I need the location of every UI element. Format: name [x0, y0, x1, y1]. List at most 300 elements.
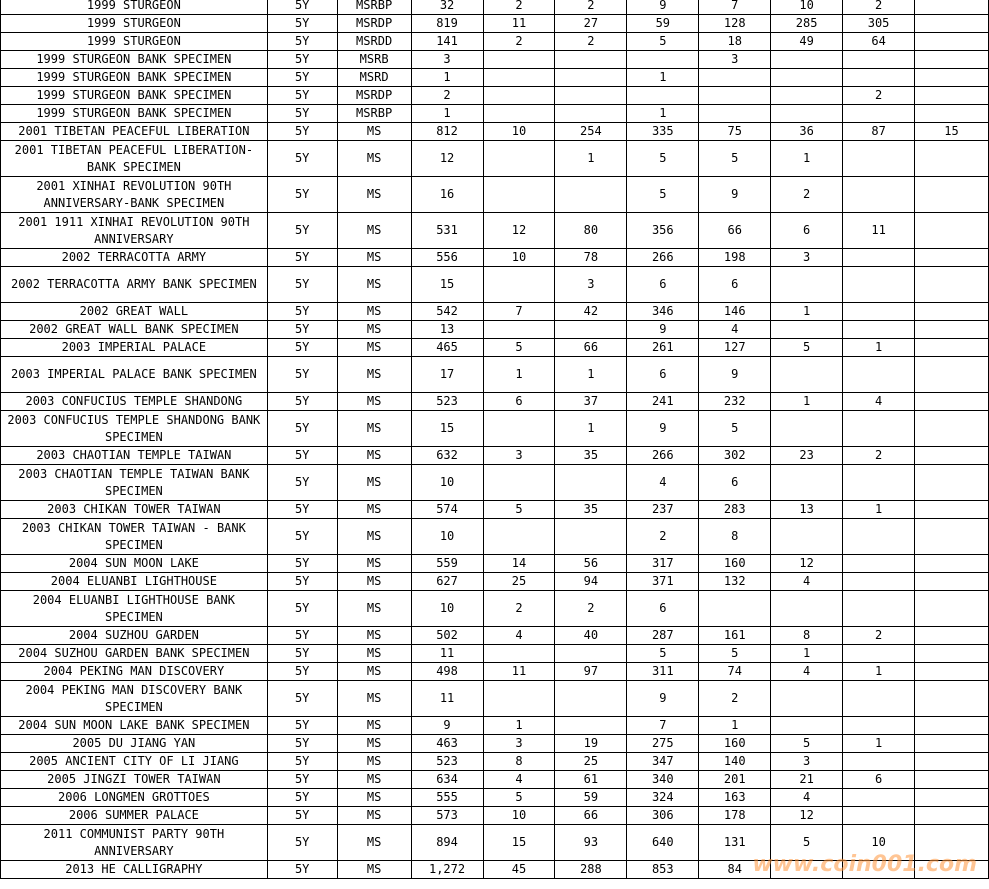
count-cell: 2: [843, 447, 915, 465]
table-row: [1, 717, 989, 735]
count-cell: 9: [699, 177, 771, 213]
count-cell: 201: [699, 771, 771, 789]
coin-name-cell: 2003 IMPERIAL PALACE BANK SPECIMEN: [1, 357, 268, 393]
coin-name-cell: 2003 IMPERIAL PALACE: [1, 339, 268, 357]
denomination-cell: 5Y: [267, 123, 337, 141]
count-cell: 302: [699, 447, 771, 465]
count-cell: 335: [627, 123, 699, 141]
count-cell: 853: [627, 861, 699, 879]
site-watermark: www.coin001.com: [752, 852, 977, 877]
count-cell: 27: [555, 15, 627, 33]
table-row: [1, 0, 989, 15]
denomination-cell: 5Y: [267, 645, 337, 663]
count-cell: 346: [627, 303, 699, 321]
coin-name-cell: 2005 ANCIENT CITY OF LI JIANG: [1, 753, 268, 771]
count-cell: 163: [699, 789, 771, 807]
count-cell: [915, 177, 989, 213]
count-cell: [771, 267, 843, 303]
grade-cell: MS: [337, 573, 411, 591]
count-cell: [915, 87, 989, 105]
count-cell: 160: [699, 735, 771, 753]
count-cell: [555, 717, 627, 735]
denomination-cell: 5Y: [267, 771, 337, 789]
denomination-cell: 5Y: [267, 411, 337, 447]
count-cell: 1: [411, 105, 483, 123]
denomination-cell: 5Y: [267, 591, 337, 627]
count-cell: 32: [411, 0, 483, 15]
coin-name-cell: 2002 TERRACOTTA ARMY BANK SPECIMEN: [1, 267, 268, 303]
grade-cell: MS: [337, 663, 411, 681]
coin-name-cell: 2001 XINHAI REVOLUTION 90TH ANNIVERSARY-BANK SPECIMEN: [1, 177, 268, 213]
count-cell: 160: [699, 555, 771, 573]
count-cell: [483, 177, 555, 213]
count-cell: 74: [699, 663, 771, 681]
count-cell: 6: [843, 771, 915, 789]
count-cell: 261: [627, 339, 699, 357]
grade-cell: MS: [337, 213, 411, 249]
count-cell: [843, 249, 915, 267]
coin-name-cell: 2004 ELUANBI LIGHTHOUSE BANK SPECIMEN: [1, 591, 268, 627]
table-row: [1, 789, 989, 807]
count-cell: 1: [843, 339, 915, 357]
coin-name-cell: 2002 GREAT WALL BANK SPECIMEN: [1, 321, 268, 339]
denomination-cell: 5Y: [267, 807, 337, 825]
count-cell: 5: [627, 141, 699, 177]
count-cell: 17: [411, 357, 483, 393]
count-cell: 132: [699, 573, 771, 591]
count-cell: [771, 411, 843, 447]
coin-name-cell: 2003 CHIKAN TOWER TAIWAN: [1, 501, 268, 519]
count-cell: 3: [483, 735, 555, 753]
count-cell: [915, 321, 989, 339]
table-row: [1, 303, 989, 321]
grade-cell: MS: [337, 807, 411, 825]
coin-name-cell: 2013 HE CALLIGRAPHY: [1, 861, 268, 879]
count-cell: 9: [699, 357, 771, 393]
count-cell: 266: [627, 249, 699, 267]
count-cell: 11: [843, 213, 915, 249]
denomination-cell: 5Y: [267, 69, 337, 87]
grade-cell: MS: [337, 249, 411, 267]
coin-name-cell: 2003 CONFUCIUS TEMPLE SHANDONG: [1, 393, 268, 411]
count-cell: 241: [627, 393, 699, 411]
count-cell: 2: [771, 177, 843, 213]
count-cell: [915, 411, 989, 447]
grade-cell: MS: [337, 861, 411, 879]
count-cell: 324: [627, 789, 699, 807]
count-cell: [915, 735, 989, 753]
coin-name-cell: 1999 STURGEON BANK SPECIMEN: [1, 105, 268, 123]
count-cell: 10: [483, 249, 555, 267]
denomination-cell: 5Y: [267, 501, 337, 519]
grade-cell: MSRDP: [337, 15, 411, 33]
coin-name-cell: 2002 TERRACOTTA ARMY: [1, 249, 268, 267]
coin-name-cell: 2001 TIBETAN PEACEFUL LIBERATION-BANK SPECIMEN: [1, 141, 268, 177]
count-cell: 4: [771, 789, 843, 807]
count-cell: 4: [627, 465, 699, 501]
count-cell: 275: [627, 735, 699, 753]
table-row: [1, 627, 989, 645]
grade-cell: MS: [337, 519, 411, 555]
denomination-cell: 5Y: [267, 753, 337, 771]
grade-cell: MSRDP: [337, 87, 411, 105]
count-cell: 3: [771, 249, 843, 267]
count-cell: [771, 87, 843, 105]
grade-cell: MS: [337, 681, 411, 717]
count-cell: [555, 321, 627, 339]
count-cell: [915, 105, 989, 123]
denomination-cell: 5Y: [267, 321, 337, 339]
count-cell: [483, 321, 555, 339]
denomination-cell: 5Y: [267, 51, 337, 69]
grade-cell: MSRD: [337, 69, 411, 87]
coin-name-cell: 2006 LONGMEN GROTTOES: [1, 789, 268, 807]
count-cell: 4: [483, 771, 555, 789]
denomination-cell: 5Y: [267, 447, 337, 465]
grade-cell: MS: [337, 501, 411, 519]
count-cell: 14: [483, 555, 555, 573]
count-cell: 371: [627, 573, 699, 591]
count-cell: [771, 861, 843, 879]
denomination-cell: 5Y: [267, 861, 337, 879]
table-row: [1, 123, 989, 141]
count-cell: [915, 33, 989, 51]
count-cell: 9: [627, 681, 699, 717]
count-cell: 288: [555, 861, 627, 879]
count-cell: 84: [699, 861, 771, 879]
coin-name-cell: 2004 PEKING MAN DISCOVERY BANK SPECIMEN: [1, 681, 268, 717]
count-cell: 6: [699, 465, 771, 501]
count-cell: 13: [411, 321, 483, 339]
grade-cell: MS: [337, 465, 411, 501]
count-cell: 80: [555, 213, 627, 249]
count-cell: 317: [627, 555, 699, 573]
count-cell: [915, 663, 989, 681]
count-cell: 18: [699, 33, 771, 51]
count-cell: [771, 681, 843, 717]
count-cell: 19: [555, 735, 627, 753]
count-cell: 1: [843, 663, 915, 681]
count-cell: 42: [555, 303, 627, 321]
count-cell: 1: [627, 69, 699, 87]
count-cell: 161: [699, 627, 771, 645]
count-cell: 61: [555, 771, 627, 789]
count-cell: 1: [555, 357, 627, 393]
count-cell: 237: [627, 501, 699, 519]
coin-name-cell: 2004 SUZHOU GARDEN: [1, 627, 268, 645]
count-cell: 463: [411, 735, 483, 753]
count-cell: 1,272: [411, 861, 483, 879]
count-cell: 15: [915, 123, 989, 141]
count-cell: [699, 591, 771, 627]
count-cell: 3: [411, 51, 483, 69]
count-cell: 7: [699, 0, 771, 15]
count-cell: 2: [843, 0, 915, 15]
table-row: [1, 141, 989, 177]
count-cell: [843, 267, 915, 303]
count-cell: 5: [771, 339, 843, 357]
grade-cell: MSRBP: [337, 105, 411, 123]
count-cell: 5: [627, 645, 699, 663]
table-row: [1, 501, 989, 519]
coin-name-cell: 2005 JINGZI TOWER TAIWAN: [1, 771, 268, 789]
count-cell: [915, 357, 989, 393]
table-row: [1, 321, 989, 339]
count-cell: 25: [483, 573, 555, 591]
count-cell: [843, 591, 915, 627]
denomination-cell: 5Y: [267, 681, 337, 717]
coin-name-cell: 2003 CHAOTIAN TEMPLE TAIWAN: [1, 447, 268, 465]
table-row: [1, 753, 989, 771]
table-row: [1, 267, 989, 303]
count-cell: 542: [411, 303, 483, 321]
count-cell: [483, 681, 555, 717]
count-cell: 128: [699, 15, 771, 33]
count-cell: 555: [411, 789, 483, 807]
count-cell: [915, 0, 989, 15]
grade-cell: MS: [337, 339, 411, 357]
count-cell: [915, 771, 989, 789]
count-cell: [771, 105, 843, 123]
count-cell: 6: [627, 591, 699, 627]
count-cell: 45: [483, 861, 555, 879]
count-cell: 5: [627, 33, 699, 51]
count-cell: [843, 573, 915, 591]
count-cell: [771, 321, 843, 339]
count-cell: [915, 645, 989, 663]
coin-name-cell: 2003 CHAOTIAN TEMPLE TAIWAN BANK SPECIMEN: [1, 465, 268, 501]
count-cell: 559: [411, 555, 483, 573]
coin-name-cell: 2004 SUN MOON LAKE BANK SPECIMEN: [1, 717, 268, 735]
count-cell: [843, 681, 915, 717]
count-cell: [915, 627, 989, 645]
count-cell: 2: [555, 33, 627, 51]
grade-cell: MS: [337, 591, 411, 627]
count-cell: [843, 717, 915, 735]
count-cell: 2: [483, 33, 555, 51]
denomination-cell: 5Y: [267, 627, 337, 645]
count-cell: 23: [771, 447, 843, 465]
grade-cell: MS: [337, 177, 411, 213]
denomination-cell: 5Y: [267, 15, 337, 33]
denomination-cell: 5Y: [267, 825, 337, 861]
count-cell: 306: [627, 807, 699, 825]
count-cell: [483, 645, 555, 663]
count-cell: [483, 411, 555, 447]
count-cell: 78: [555, 249, 627, 267]
count-cell: 627: [411, 573, 483, 591]
count-cell: 10: [483, 123, 555, 141]
count-cell: [555, 645, 627, 663]
count-cell: 146: [699, 303, 771, 321]
count-cell: 97: [555, 663, 627, 681]
table-row: [1, 411, 989, 447]
count-cell: [915, 681, 989, 717]
count-cell: [915, 69, 989, 87]
count-cell: [843, 645, 915, 663]
count-cell: 25: [555, 753, 627, 771]
count-cell: 2: [843, 627, 915, 645]
count-cell: [483, 87, 555, 105]
table-row: [1, 105, 989, 123]
count-cell: 10: [843, 825, 915, 861]
count-cell: 1: [771, 303, 843, 321]
count-cell: 93: [555, 825, 627, 861]
count-cell: 573: [411, 807, 483, 825]
grade-cell: MS: [337, 717, 411, 735]
coin-name-cell: 2004 ELUANBI LIGHTHOUSE: [1, 573, 268, 591]
count-cell: 523: [411, 753, 483, 771]
count-cell: 6: [627, 357, 699, 393]
count-cell: 5: [699, 411, 771, 447]
grade-cell: MS: [337, 303, 411, 321]
denomination-cell: 5Y: [267, 339, 337, 357]
count-cell: 5: [771, 825, 843, 861]
count-cell: [915, 267, 989, 303]
count-cell: 640: [627, 825, 699, 861]
table-row: [1, 807, 989, 825]
count-cell: [483, 105, 555, 123]
count-cell: 178: [699, 807, 771, 825]
count-cell: [483, 519, 555, 555]
coin-name-cell: 2004 PEKING MAN DISCOVERY: [1, 663, 268, 681]
grade-cell: MS: [337, 735, 411, 753]
grade-cell: MSRBP: [337, 0, 411, 15]
count-cell: [771, 519, 843, 555]
coin-name-cell: 2002 GREAT WALL: [1, 303, 268, 321]
count-cell: 11: [411, 645, 483, 663]
count-cell: 5: [699, 141, 771, 177]
denomination-cell: 5Y: [267, 393, 337, 411]
coin-name-cell: 1999 STURGEON: [1, 33, 268, 51]
table-row: [1, 861, 989, 879]
count-cell: [915, 789, 989, 807]
count-cell: 819: [411, 15, 483, 33]
count-cell: 232: [699, 393, 771, 411]
table-row: [1, 825, 989, 861]
count-cell: [555, 177, 627, 213]
count-cell: [555, 87, 627, 105]
table-row: [1, 177, 989, 213]
grade-cell: MSRDD: [337, 33, 411, 51]
count-cell: 5: [483, 789, 555, 807]
count-cell: [843, 357, 915, 393]
count-cell: [843, 465, 915, 501]
table-row: [1, 87, 989, 105]
count-cell: 3: [555, 267, 627, 303]
count-cell: 9: [627, 0, 699, 15]
table-row: [1, 339, 989, 357]
count-cell: 12: [771, 807, 843, 825]
count-cell: [555, 465, 627, 501]
count-cell: 502: [411, 627, 483, 645]
denomination-cell: 5Y: [267, 465, 337, 501]
count-cell: 2: [483, 591, 555, 627]
count-cell: 11: [411, 681, 483, 717]
count-cell: 1: [483, 717, 555, 735]
table-row: [1, 465, 989, 501]
count-cell: 8: [699, 519, 771, 555]
grade-cell: MS: [337, 447, 411, 465]
count-cell: [915, 807, 989, 825]
table-row: [1, 249, 989, 267]
denomination-cell: 5Y: [267, 33, 337, 51]
denomination-cell: 5Y: [267, 105, 337, 123]
count-cell: 49: [771, 33, 843, 51]
count-cell: 4: [483, 627, 555, 645]
count-cell: 10: [411, 591, 483, 627]
denomination-cell: 5Y: [267, 87, 337, 105]
count-cell: [843, 69, 915, 87]
count-cell: 6: [627, 267, 699, 303]
count-cell: 531: [411, 213, 483, 249]
count-cell: 287: [627, 627, 699, 645]
count-cell: [915, 393, 989, 411]
count-cell: [915, 753, 989, 771]
grade-cell: MS: [337, 789, 411, 807]
grade-cell: MS: [337, 357, 411, 393]
count-cell: 1: [483, 357, 555, 393]
coin-name-cell: 2005 DU JIANG YAN: [1, 735, 268, 753]
count-cell: [843, 51, 915, 69]
denomination-cell: 5Y: [267, 519, 337, 555]
count-cell: [915, 555, 989, 573]
count-cell: 7: [483, 303, 555, 321]
count-cell: 283: [699, 501, 771, 519]
count-cell: 66: [555, 339, 627, 357]
count-cell: [483, 267, 555, 303]
table-row: [1, 735, 989, 753]
denomination-cell: 5Y: [267, 357, 337, 393]
coin-name-cell: 2003 CHIKAN TOWER TAIWAN - BANK SPECIMEN: [1, 519, 268, 555]
count-cell: 1: [843, 501, 915, 519]
count-cell: 1: [627, 105, 699, 123]
table-row: [1, 357, 989, 393]
count-cell: 812: [411, 123, 483, 141]
count-cell: [915, 465, 989, 501]
count-cell: 13: [771, 501, 843, 519]
grade-cell: MS: [337, 321, 411, 339]
table-row: [1, 555, 989, 573]
count-cell: 59: [555, 789, 627, 807]
coin-name-cell: 2006 SUMMER PALACE: [1, 807, 268, 825]
count-cell: 5: [771, 735, 843, 753]
count-cell: [915, 573, 989, 591]
count-cell: 7: [627, 717, 699, 735]
count-cell: [843, 321, 915, 339]
count-cell: [915, 339, 989, 357]
grade-cell: MS: [337, 393, 411, 411]
coin-name-cell: 1999 STURGEON: [1, 0, 268, 15]
table-row: [1, 447, 989, 465]
table-row: [1, 681, 989, 717]
count-cell: 1: [843, 735, 915, 753]
count-cell: 356: [627, 213, 699, 249]
count-cell: 12: [483, 213, 555, 249]
grade-cell: MSRB: [337, 51, 411, 69]
count-cell: 15: [483, 825, 555, 861]
table-row: [1, 573, 989, 591]
count-cell: 10: [771, 0, 843, 15]
denomination-cell: 5Y: [267, 573, 337, 591]
count-cell: 894: [411, 825, 483, 861]
table-row: [1, 645, 989, 663]
count-cell: 5: [699, 645, 771, 663]
count-cell: 5: [483, 501, 555, 519]
count-cell: 35: [555, 447, 627, 465]
count-cell: [915, 303, 989, 321]
count-cell: 1: [771, 645, 843, 663]
